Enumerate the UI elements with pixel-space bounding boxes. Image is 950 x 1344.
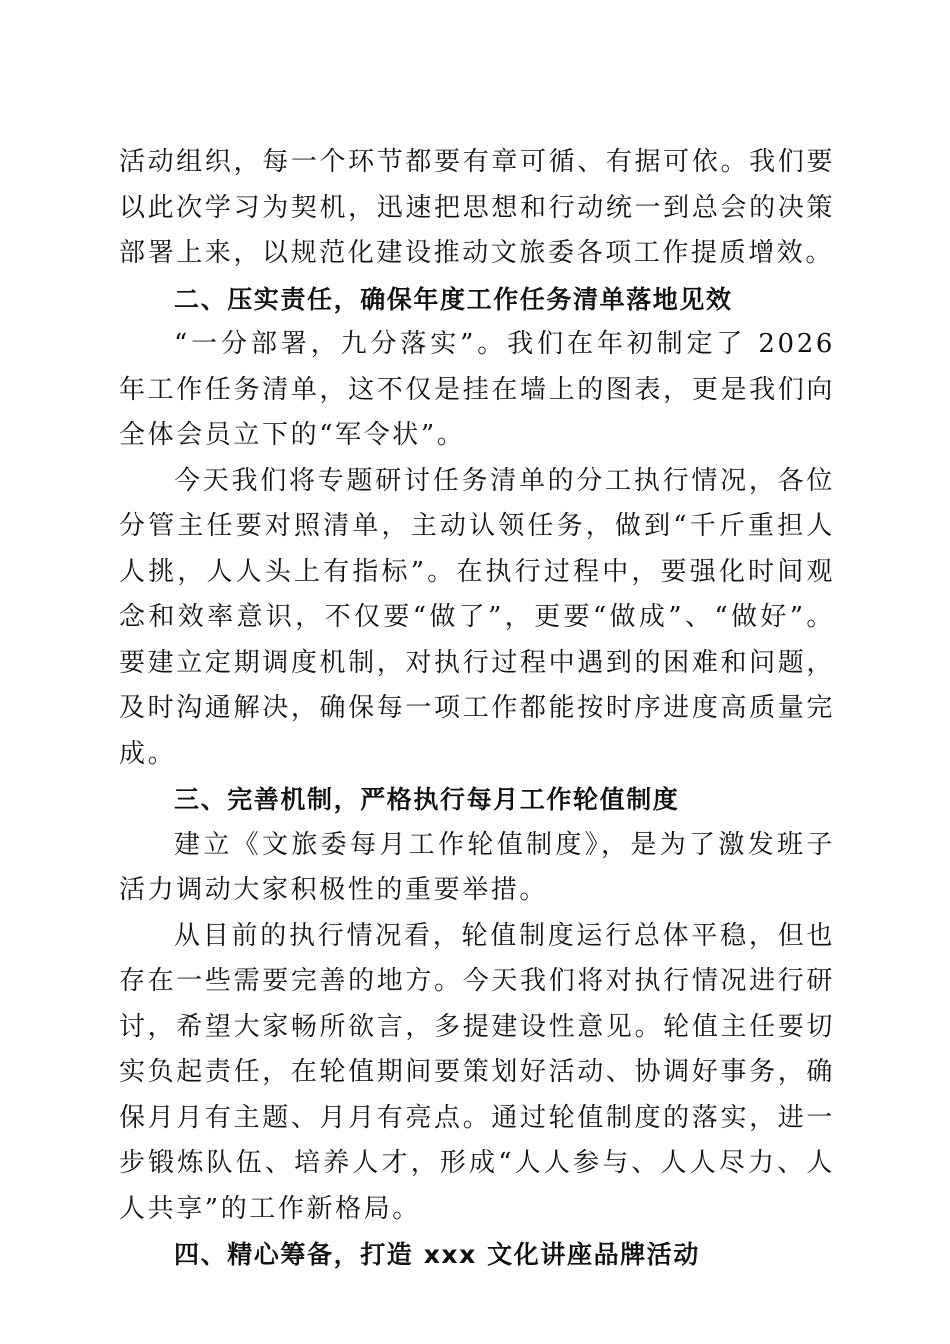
section-heading-4: 四、精心筹备，打造 xxx 文化讲座品牌活动	[174, 1240, 700, 1269]
section-heading-3: 三、完善机制，严格执行每月工作轮值制度	[174, 785, 680, 814]
paragraph-continuation: 活动组织，每一个环节都要有章可循、有据可依。我们要以此次学习为契机，迅速把思想和行动统一到总会的决策部署上来，以规范化建设推动文旅委各项工作提质增效。	[119, 147, 835, 268]
paragraph-task-list: “一分部署，九分落实”。我们在年初制定了 2026 年工作任务清单，这不仅是挂在墙上的图表，更是我们向全体会员立下的“军令状”。	[119, 329, 835, 450]
paragraph-rotation-intro: 建立《文旅委每月工作轮值制度》，是为了激发班子活力调动大家积极性的重要举措。	[119, 829, 835, 905]
paragraph-task-execution: 今天我们将专题研讨任务清单的分工执行情况，各位分管主任要对照清单，主动认领任务，做到“千斤重担人人挑，人人头上有指标”。在执行过程中，要强化时间观念和效率意识，不仅要“做了”，更要“做成”、“做好”。要建立定期调度机制，对执行过程中遇到的困难和问题，及时沟通解决，确保每一项工作都能按时序进度高质量完成。	[119, 465, 835, 769]
document-body	[119, 140, 835, 1278]
section-heading-2: 二、压实责任，确保年度工作任务清单落地见效	[174, 284, 733, 314]
paragraph-rotation-status: 从目前的执行情况看，轮值制度运行总体平稳，但也存在一些需要完善的地方。今天我们将对执行情况进行研讨，希望大家畅所欲言，多提建设性意见。轮值主任要切实负起责任，在轮值期间要策划好活动、协调好事务，确保月月有主题、月月有亮点。通过轮值制度的落实，进一步锻炼队伍、培养人才，形成“人人参与、人人尽力、人人共享”的工作新格局。	[119, 920, 835, 1224]
